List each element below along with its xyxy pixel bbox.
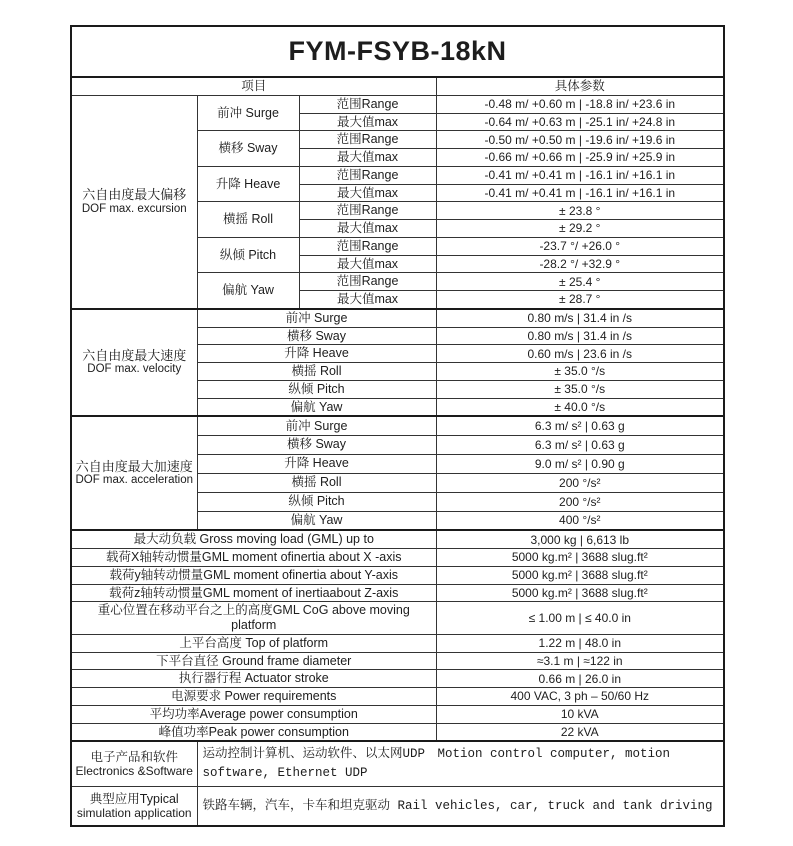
- spec-value: -28.2 °/ +32.9 °: [436, 255, 724, 273]
- max-label: 最大值max: [299, 220, 436, 238]
- row-label-zh: 电子产品和软件: [90, 749, 178, 764]
- range-label: 范围Range: [299, 95, 436, 113]
- motion-label-heave: 升降 Heave: [197, 166, 299, 202]
- motion-label-sway: 横移 Sway: [197, 131, 299, 167]
- spec-row-label: 峰值功率Peak power consumption: [71, 723, 436, 741]
- column-header-item: 项目: [71, 77, 436, 95]
- spec-value: 10 kVA: [436, 705, 724, 723]
- spec-value: 9.0 m/ s² | 0.90 g: [436, 454, 724, 473]
- row-label-zh: 典型应用Typical: [89, 791, 179, 806]
- spec-value: 5000 kg.m² | 3688 slug.ft²: [436, 566, 724, 584]
- range-label: 范围Range: [299, 166, 436, 184]
- max-label: 最大值max: [299, 255, 436, 273]
- spec-value: 400 VAC, 3 ph – 50/60 Hz: [436, 688, 724, 706]
- motion-label-pitch: 纵倾 Pitch: [197, 380, 436, 398]
- range-label: 范围Range: [299, 131, 436, 149]
- motion-label-sway: 横移 Sway: [197, 327, 436, 345]
- spec-value: ≈3.1 m | ≈122 in: [436, 652, 724, 670]
- spec-table: [70, 25, 725, 827]
- range-label: 范围Range: [299, 202, 436, 220]
- spec-row-label: 重心位置在移动平台之上的高度GML CoG above moving platform: [71, 602, 436, 635]
- motion-label-pitch: 纵倾 Pitch: [197, 492, 436, 511]
- spec-row-label: 下平台直径 Ground frame diameter: [71, 652, 436, 670]
- electronics-software-value: 运动控制计算机、运动软件、以太网UDP Motion control computer, motion software, Ethernet UDP: [197, 741, 724, 786]
- spec-row-label: 电源要求 Power requirements: [71, 688, 436, 706]
- motion-label-surge: 前冲 Surge: [197, 416, 436, 435]
- motion-label-heave: 升降 Heave: [197, 345, 436, 363]
- spec-row-label: 载荷z轴转动惯量GML moment of inertiaabout Z-axis: [71, 584, 436, 602]
- spec-value: 400 °/s²: [436, 511, 724, 530]
- spec-value: ± 29.2 °: [436, 220, 724, 238]
- spec-value: 0.66 m | 26.0 in: [436, 670, 724, 688]
- typical-application-label: [71, 786, 197, 826]
- spec-row-label: 最大动负载 Gross moving load (GML) up to: [71, 530, 436, 548]
- spec-row-label: 平均功率Average power consumption: [71, 705, 436, 723]
- group-label-en: DOF max. velocity: [87, 363, 182, 376]
- group-label-en: DOF max. acceleration: [75, 474, 194, 487]
- typical-application-value: 铁路车辆，汽车，卡车和坦克驱动 Rail vehicles, car, truck and tank driving: [197, 786, 724, 826]
- spec-value: ≤ 1.00 m | ≤ 40.0 in: [436, 602, 724, 635]
- spec-value: 1.22 m | 48.0 in: [436, 634, 724, 652]
- spec-value: 5000 kg.m² | 3688 slug.ft²: [436, 584, 724, 602]
- motion-label-roll: 横摇 Roll: [197, 473, 436, 492]
- spec-value: 200 °/s²: [436, 473, 724, 492]
- group-dof-excursion: [71, 95, 197, 309]
- max-label: 最大值max: [299, 184, 436, 202]
- spec-row-label: 载荷y轴转动惯量GML moment ofinertia about Y-axis: [71, 566, 436, 584]
- motion-label-pitch: 纵倾 Pitch: [197, 237, 299, 273]
- spec-value: 6.3 m/ s² | 0.63 g: [436, 435, 724, 454]
- spec-value: -0.66 m/ +0.66 m | -25.9 in/ +25.9 in: [436, 149, 724, 167]
- motion-label-yaw: 偏航 Yaw: [197, 398, 436, 416]
- range-label: 范围Range: [299, 237, 436, 255]
- electronics-software-label: [71, 741, 197, 786]
- spec-value: 200 °/s²: [436, 492, 724, 511]
- spec-value: -0.41 m/ +0.41 m | -16.1 in/ +16.1 in: [436, 184, 724, 202]
- spec-value: ± 35.0 °/s: [436, 363, 724, 381]
- group-label-zh: 六自由度最大偏移: [82, 187, 187, 203]
- row-label-en: Electronics &Software: [75, 764, 193, 779]
- product-title: FYM-FSYB-18kN: [71, 26, 724, 77]
- spec-value: ± 28.7 °: [436, 291, 724, 309]
- spec-value: -0.41 m/ +0.41 m | -16.1 in/ +16.1 in: [436, 166, 724, 184]
- column-header-params: 具体参数: [436, 77, 724, 95]
- group-label-en: DOF max. excursion: [81, 202, 187, 215]
- row-label-en: simulation application: [76, 806, 192, 821]
- motion-label-yaw: 偏航 Yaw: [197, 273, 299, 309]
- spec-value: 0.80 m/s | 31.4 in /s: [436, 309, 724, 327]
- spec-value: -23.7 °/ +26.0 °: [436, 237, 724, 255]
- motion-label-surge: 前冲 Surge: [197, 95, 299, 131]
- spec-row-label: 执行器行程 Actuator stroke: [71, 670, 436, 688]
- max-label: 最大值max: [299, 291, 436, 309]
- spec-value: 22 kVA: [436, 723, 724, 741]
- motion-label-heave: 升降 Heave: [197, 454, 436, 473]
- range-label: 范围Range: [299, 273, 436, 291]
- spec-value: 0.80 m/s | 31.4 in /s: [436, 327, 724, 345]
- motion-label-yaw: 偏航 Yaw: [197, 511, 436, 530]
- spec-value: -0.64 m/ +0.63 m | -25.1 in/ +24.8 in: [436, 113, 724, 131]
- spec-value: 5000 kg.m² | 3688 slug.ft²: [436, 549, 724, 567]
- group-dof-acceleration: [71, 416, 197, 530]
- spec-value: 3,000 kg | 6,613 lb: [436, 530, 724, 548]
- motion-label-roll: 横摇 Roll: [197, 363, 436, 381]
- spec-row-label: 载荷X轴转动惯量GML moment ofinertia about X -axis: [71, 549, 436, 567]
- spec-value: 0.60 m/s | 23.6 in /s: [436, 345, 724, 363]
- max-label: 最大值max: [299, 149, 436, 167]
- spec-value: 6.3 m/ s² | 0.63 g: [436, 416, 724, 435]
- spec-value: ± 23.8 °: [436, 202, 724, 220]
- spec-value: ± 40.0 °/s: [436, 398, 724, 416]
- motion-label-surge: 前冲 Surge: [197, 309, 436, 327]
- spec-value: -0.50 m/ +0.50 m | -19.6 in/ +19.6 in: [436, 131, 724, 149]
- spec-value: -0.48 m/ +0.60 m | -18.8 in/ +23.6 in: [436, 95, 724, 113]
- spec-value: ± 25.4 °: [436, 273, 724, 291]
- motion-label-roll: 横摇 Roll: [197, 202, 299, 238]
- spec-row-label: 上平台高度 Top of platform: [71, 634, 436, 652]
- group-dof-velocity: [71, 309, 197, 417]
- group-label-zh: 六自由度最大加速度: [75, 458, 193, 474]
- motion-label-sway: 横移 Sway: [197, 435, 436, 454]
- max-label: 最大值max: [299, 113, 436, 131]
- spec-value: ± 35.0 °/s: [436, 380, 724, 398]
- group-label-zh: 六自由度最大速度: [82, 348, 187, 364]
